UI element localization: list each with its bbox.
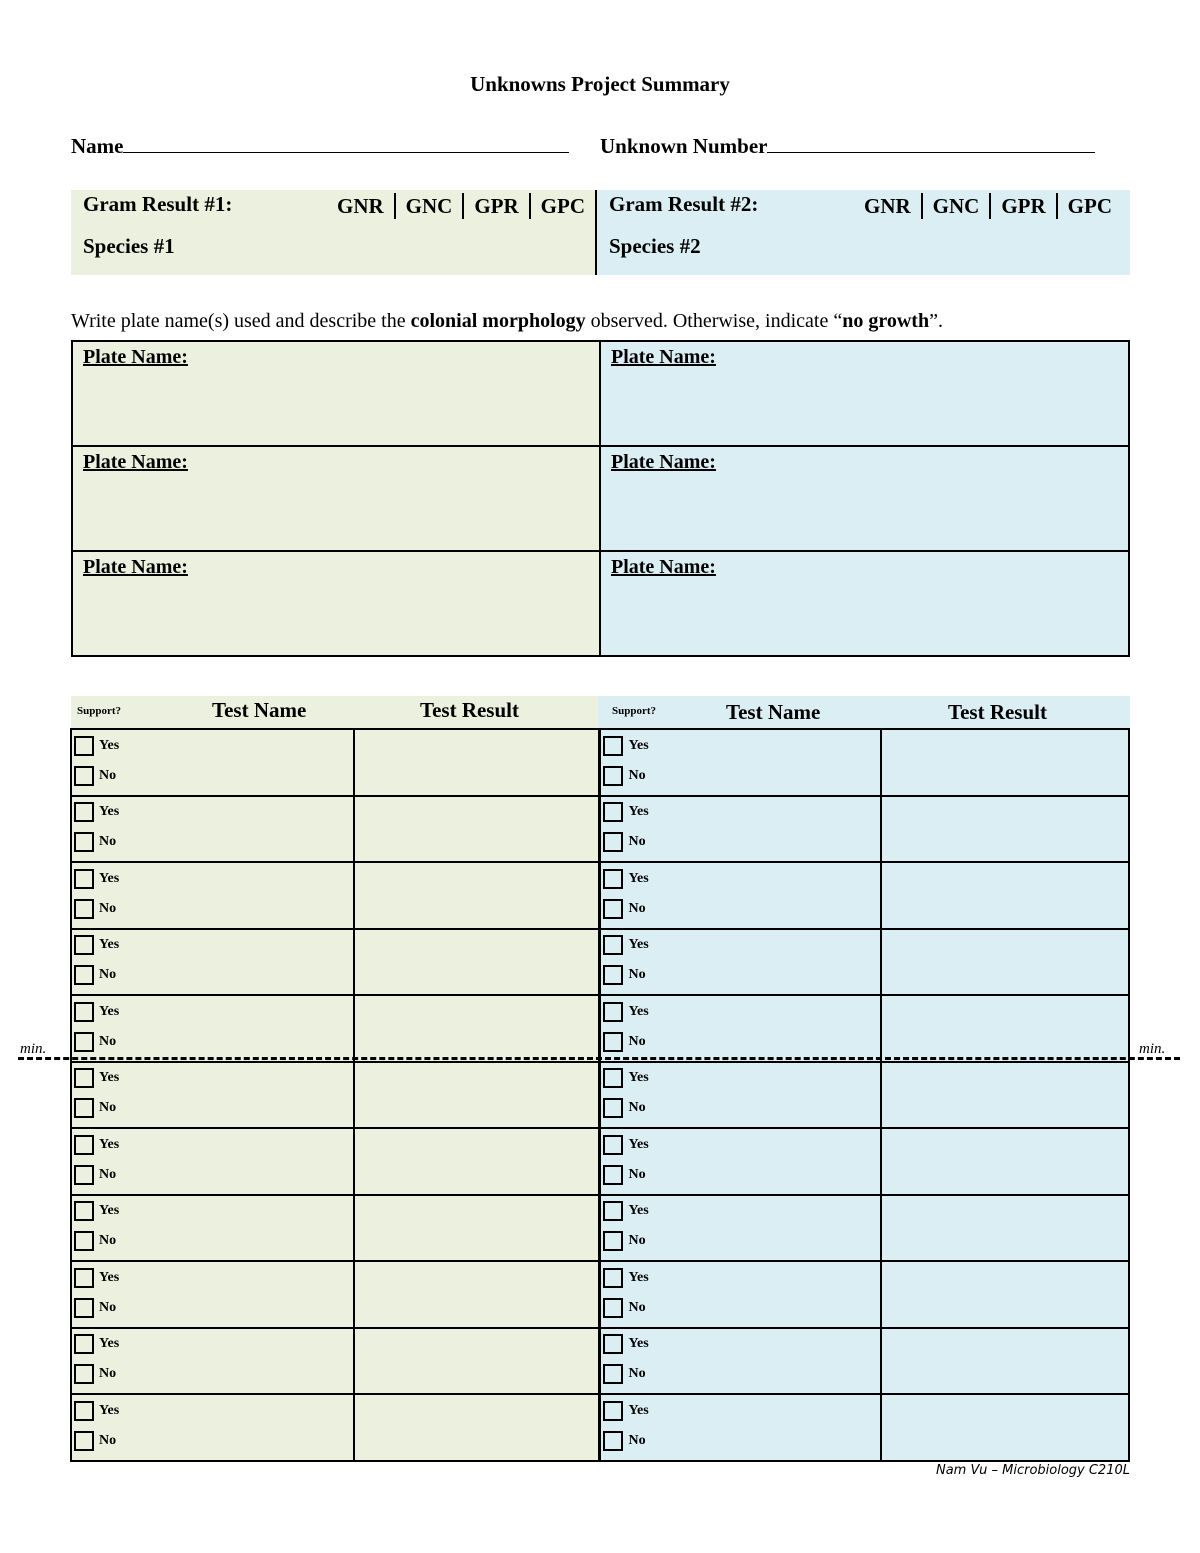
support-no-label: No <box>99 1366 117 1381</box>
checkbox-icon[interactable] <box>603 1268 623 1288</box>
test-result-cell-right[interactable] <box>881 1261 1130 1328</box>
test-row <box>71 862 1129 929</box>
checkbox-icon[interactable] <box>603 1298 623 1318</box>
test-result-cell-left[interactable] <box>354 995 600 1062</box>
test-name-cell-right[interactable] <box>600 1128 881 1195</box>
test-table <box>70 728 1130 1462</box>
test-name-cell-left[interactable] <box>71 1328 354 1395</box>
minimum-line <box>18 1057 1180 1060</box>
support-no-option[interactable] <box>72 761 353 790</box>
support-yes-label: Yes <box>99 1136 120 1152</box>
unknown-number-field[interactable] <box>600 134 1095 159</box>
checkbox-icon[interactable] <box>603 1165 623 1185</box>
checkbox-icon[interactable] <box>603 1135 623 1155</box>
test-result-cell-left[interactable] <box>354 1062 600 1129</box>
support-yes-option[interactable] <box>601 1396 879 1425</box>
test-row <box>71 729 1129 796</box>
min-label-right: min. <box>1139 1041 1166 1057</box>
plate-row <box>72 446 1129 551</box>
support-no-option[interactable] <box>72 1360 353 1389</box>
support-no-option[interactable] <box>601 1293 879 1322</box>
support-yes-label: Yes <box>99 1003 120 1019</box>
test-row <box>71 1195 1129 1262</box>
support-no-label: No <box>628 1299 646 1315</box>
support-no-label: No <box>628 834 646 849</box>
support-yes-option[interactable] <box>72 931 353 960</box>
test-row <box>71 1062 1129 1129</box>
gram-1-option-gnc[interactable]: GNC <box>405 194 453 218</box>
test-result-cell-left[interactable] <box>354 1394 600 1461</box>
support-yes-option[interactable] <box>601 798 879 827</box>
test-row <box>71 1128 1129 1195</box>
test-row <box>71 796 1129 863</box>
support-yes-option[interactable] <box>72 731 353 760</box>
support-no-option[interactable] <box>601 961 879 990</box>
name-line <box>123 134 569 153</box>
gram-1-option-gnr[interactable]: GNR <box>337 194 384 218</box>
checkbox-icon[interactable] <box>603 832 623 852</box>
instruction-bold-no-growth: no growth <box>842 310 930 332</box>
test-result-cell-left[interactable] <box>354 929 600 996</box>
support-no-label: No <box>628 767 646 783</box>
checkbox-icon[interactable] <box>74 736 94 756</box>
checkbox-icon[interactable] <box>74 899 94 919</box>
plate-name-label: Plate Name: <box>611 556 716 578</box>
test-name-cell-left[interactable] <box>71 1128 354 1195</box>
support-no-option[interactable] <box>601 1227 879 1256</box>
support-no-option[interactable] <box>72 894 353 923</box>
checkbox-icon[interactable] <box>74 1032 94 1052</box>
checkbox-icon[interactable] <box>74 1231 94 1251</box>
support-no-label: No <box>628 1100 646 1115</box>
support-yes-label: Yes <box>99 804 120 819</box>
test-name-cell-right[interactable] <box>600 796 881 863</box>
support-no-label: No <box>99 1299 117 1315</box>
test-result-cell-right[interactable] <box>881 995 1130 1062</box>
gram-2-option-gpr[interactable]: GPR <box>1001 194 1046 218</box>
support-no-option[interactable] <box>72 1293 353 1322</box>
checkbox-icon[interactable] <box>74 869 94 889</box>
gram-2-option-gpc[interactable]: GPC <box>1067 194 1112 218</box>
test-result-cell-left[interactable] <box>354 729 600 796</box>
test-name-cell-left[interactable] <box>71 1062 354 1129</box>
support-no-label: No <box>628 1432 646 1448</box>
test-result-cell-right[interactable] <box>881 1195 1130 1262</box>
support-no-option[interactable] <box>72 1227 353 1256</box>
support-yes-option[interactable] <box>601 1197 879 1226</box>
test-header-right <box>598 696 1130 728</box>
plate-name-label: Plate Name: <box>83 346 188 368</box>
support-yes-option[interactable] <box>601 1064 879 1093</box>
test-row <box>71 929 1129 996</box>
support-no-option[interactable] <box>601 1027 879 1056</box>
support-header: Support? <box>77 705 122 717</box>
checkbox-icon[interactable] <box>603 899 623 919</box>
support-no-label: No <box>99 834 117 849</box>
support-no-option[interactable] <box>72 828 353 857</box>
test-name-header: Test Name <box>212 698 307 722</box>
test-result-cell-right[interactable] <box>881 796 1130 863</box>
instruction-text: Write plate name(s) used and describe the <box>71 310 411 332</box>
test-row <box>71 995 1129 1062</box>
support-yes-option[interactable] <box>72 798 353 827</box>
test-result-cell-right[interactable] <box>881 929 1130 996</box>
test-result-cell-right[interactable] <box>881 1394 1130 1461</box>
checkbox-icon[interactable] <box>603 869 623 889</box>
test-name-cell-right[interactable] <box>600 995 881 1062</box>
gram-1-option-gpr[interactable]: GPR <box>474 194 519 218</box>
species-2-label: Species #2 <box>609 234 701 258</box>
support-yes-label: Yes <box>99 1402 120 1418</box>
support-no-label: No <box>99 967 117 982</box>
instruction-bold-morphology: colonial morphology <box>410 310 586 332</box>
test-name-cell-left[interactable] <box>71 929 354 996</box>
test-header-left <box>71 696 598 728</box>
support-no-label: No <box>99 1100 117 1115</box>
plate-name-label: Plate Name: <box>83 451 188 473</box>
support-no-option[interactable] <box>601 894 879 923</box>
support-no-option[interactable] <box>601 1360 879 1389</box>
unknown-number-label: Unknown Number <box>600 134 768 158</box>
support-no-label: No <box>628 1233 646 1248</box>
plate-cell-left[interactable] <box>72 341 600 446</box>
test-name-cell-right[interactable] <box>600 1195 881 1262</box>
support-yes-label: Yes <box>99 1336 120 1351</box>
test-name-cell-left[interactable] <box>71 862 354 929</box>
plate-name-label: Plate Name: <box>611 451 716 473</box>
support-no-option[interactable] <box>72 1027 353 1056</box>
test-result-cell-right[interactable] <box>881 729 1130 796</box>
test-name-cell-left[interactable] <box>71 1195 354 1262</box>
checkbox-icon[interactable] <box>74 1068 94 1088</box>
support-no-label: No <box>628 1166 646 1182</box>
test-result-cell-left[interactable] <box>354 1128 600 1195</box>
support-no-option[interactable] <box>601 761 879 790</box>
support-no-label: No <box>628 1033 646 1049</box>
test-result-cell-left[interactable] <box>354 1328 600 1395</box>
checkbox-icon[interactable] <box>74 1364 94 1384</box>
plate-cell-right[interactable] <box>600 341 1129 446</box>
support-no-label: No <box>99 900 117 916</box>
footer-credit: Nam Vu – Microbiology C210L <box>935 1463 1130 1478</box>
support-yes-option[interactable] <box>72 1330 353 1359</box>
support-yes-label: Yes <box>628 1136 649 1152</box>
support-yes-label: Yes <box>99 1070 120 1085</box>
support-no-option[interactable] <box>72 1426 353 1455</box>
checkbox-icon[interactable] <box>74 1002 94 1022</box>
support-no-option[interactable] <box>72 1160 353 1189</box>
min-label-left: min. <box>20 1041 47 1057</box>
checkbox-icon[interactable] <box>603 1231 623 1251</box>
test-name-cell-left[interactable] <box>71 1394 354 1461</box>
support-no-label: No <box>99 1233 117 1248</box>
gram-result-2-label: Gram Result #2: <box>609 192 759 216</box>
support-yes-option[interactable] <box>72 997 353 1026</box>
checkbox-icon[interactable] <box>74 1268 94 1288</box>
plate-row <box>72 551 1129 656</box>
support-yes-label: Yes <box>628 870 649 886</box>
checkbox-icon[interactable] <box>74 802 94 822</box>
checkbox-icon[interactable] <box>603 1201 623 1221</box>
instruction-text: observed. Otherwise, indicate “ <box>585 310 843 332</box>
checkbox-icon[interactable] <box>74 1098 94 1118</box>
support-yes-label: Yes <box>628 804 649 819</box>
support-yes-label: Yes <box>628 737 649 753</box>
plate-cell-left[interactable] <box>72 551 600 656</box>
checkbox-icon[interactable] <box>74 1431 94 1451</box>
support-yes-option[interactable] <box>72 1263 353 1292</box>
support-no-label: No <box>628 967 646 982</box>
test-name-cell-right[interactable] <box>600 1062 881 1129</box>
gram-1-option-gpc[interactable]: GPC <box>540 194 585 218</box>
plate-table <box>71 340 1130 657</box>
support-yes-option[interactable] <box>601 1263 879 1292</box>
support-yes-label: Yes <box>99 937 120 952</box>
checkbox-icon[interactable] <box>74 1401 94 1421</box>
checkbox-icon[interactable] <box>74 766 94 786</box>
plate-cell-right[interactable] <box>600 551 1129 656</box>
test-name-cell-left[interactable] <box>71 995 354 1062</box>
support-yes-label: Yes <box>628 1070 649 1085</box>
support-yes-label: Yes <box>628 1269 649 1285</box>
gram-2-option-gnr[interactable]: GNR <box>864 194 911 218</box>
checkbox-icon[interactable] <box>74 965 94 985</box>
checkbox-icon[interactable] <box>74 1135 94 1155</box>
support-no-label: No <box>99 767 117 783</box>
unknown-number-line <box>767 134 1095 153</box>
support-yes-option[interactable] <box>72 864 353 893</box>
test-name-cell-left[interactable] <box>71 729 354 796</box>
test-result-cell-right[interactable] <box>881 862 1130 929</box>
support-yes-option[interactable] <box>601 1330 879 1359</box>
test-result-cell-left[interactable] <box>354 862 600 929</box>
test-row <box>71 1394 1129 1461</box>
support-yes-label: Yes <box>628 937 649 952</box>
checkbox-icon[interactable] <box>603 965 623 985</box>
support-yes-label: Yes <box>99 870 120 886</box>
support-yes-label: Yes <box>99 737 120 753</box>
test-result-header: Test Result <box>948 700 1047 724</box>
support-no-option[interactable] <box>601 828 879 857</box>
test-name-cell-right[interactable] <box>600 929 881 996</box>
test-name-cell-right[interactable] <box>600 862 881 929</box>
support-no-label: No <box>99 1033 117 1049</box>
support-yes-option[interactable] <box>601 731 879 760</box>
support-yes-option[interactable] <box>601 1130 879 1159</box>
support-yes-label: Yes <box>99 1269 120 1285</box>
page-title: Unknowns Project Summary <box>470 72 730 96</box>
morphology-instruction <box>71 310 943 333</box>
support-no-label: No <box>628 900 646 916</box>
support-yes-option[interactable] <box>72 1064 353 1093</box>
test-name-cell-right[interactable] <box>600 729 881 796</box>
gram-result-1-label: Gram Result #1: <box>83 192 233 216</box>
checkbox-icon[interactable] <box>74 935 94 955</box>
checkbox-icon[interactable] <box>603 1098 623 1118</box>
gram-result-2-panel <box>595 190 1130 275</box>
checkbox-icon[interactable] <box>74 832 94 852</box>
test-name-cell-left[interactable] <box>71 1261 354 1328</box>
support-yes-option[interactable] <box>72 1197 353 1226</box>
test-result-cell-right[interactable] <box>881 1128 1130 1195</box>
instruction-text: ”. <box>929 310 943 332</box>
test-name-cell-right[interactable] <box>600 1328 881 1395</box>
test-name-header: Test Name <box>726 700 821 724</box>
checkbox-icon[interactable] <box>603 766 623 786</box>
test-result-header: Test Result <box>420 698 519 722</box>
support-no-label: No <box>99 1432 117 1448</box>
support-no-option[interactable] <box>601 1160 879 1189</box>
test-result-cell-right[interactable] <box>881 1328 1130 1395</box>
support-header: Support? <box>612 705 657 717</box>
checkbox-icon[interactable] <box>74 1298 94 1318</box>
checkbox-icon[interactable] <box>74 1334 94 1354</box>
support-no-label: No <box>628 1366 646 1381</box>
test-result-cell-left[interactable] <box>354 1261 600 1328</box>
support-yes-option[interactable] <box>601 864 879 893</box>
checkbox-icon[interactable] <box>603 935 623 955</box>
support-yes-option[interactable] <box>72 1396 353 1425</box>
checkbox-icon[interactable] <box>603 1334 623 1354</box>
checkbox-icon[interactable] <box>603 1068 623 1088</box>
plate-cell-left[interactable] <box>72 446 600 551</box>
support-no-option[interactable] <box>601 1094 879 1123</box>
test-name-cell-right[interactable] <box>600 1394 881 1461</box>
support-yes-option[interactable] <box>601 931 879 960</box>
test-row <box>71 1261 1129 1328</box>
support-no-option[interactable] <box>601 1426 879 1455</box>
checkbox-icon[interactable] <box>603 802 623 822</box>
test-name-cell-right[interactable] <box>600 1261 881 1328</box>
checkbox-icon[interactable] <box>74 1165 94 1185</box>
support-yes-option[interactable] <box>601 997 879 1026</box>
checkbox-icon[interactable] <box>603 1401 623 1421</box>
checkbox-icon[interactable] <box>603 1431 623 1451</box>
support-yes-label: Yes <box>628 1402 649 1418</box>
plate-name-label: Plate Name: <box>83 556 188 578</box>
support-no-option[interactable] <box>72 961 353 990</box>
species-1-label: Species #1 <box>83 234 175 258</box>
test-name-cell-left[interactable] <box>71 796 354 863</box>
checkbox-icon[interactable] <box>603 1002 623 1022</box>
name-field[interactable] <box>71 134 569 159</box>
support-no-option[interactable] <box>72 1094 353 1123</box>
name-label: Name <box>71 134 124 158</box>
support-yes-label: Yes <box>628 1336 649 1351</box>
checkbox-icon[interactable] <box>74 1201 94 1221</box>
support-yes-label: Yes <box>628 1203 649 1218</box>
support-yes-option[interactable] <box>72 1130 353 1159</box>
plate-cell-right[interactable] <box>600 446 1129 551</box>
test-result-cell-left[interactable] <box>354 1195 600 1262</box>
test-result-cell-left[interactable] <box>354 796 600 863</box>
test-result-cell-right[interactable] <box>881 1062 1130 1129</box>
support-yes-label: Yes <box>628 1003 649 1019</box>
gram-result-1-panel <box>71 190 595 275</box>
checkbox-icon[interactable] <box>603 1032 623 1052</box>
gram-2-option-gnc[interactable]: GNC <box>932 194 980 218</box>
test-row <box>71 1328 1129 1395</box>
checkbox-icon[interactable] <box>603 1364 623 1384</box>
plate-row <box>72 341 1129 446</box>
checkbox-icon[interactable] <box>603 736 623 756</box>
support-no-label: No <box>99 1166 117 1182</box>
support-yes-label: Yes <box>99 1203 120 1218</box>
plate-name-label: Plate Name: <box>611 346 716 368</box>
